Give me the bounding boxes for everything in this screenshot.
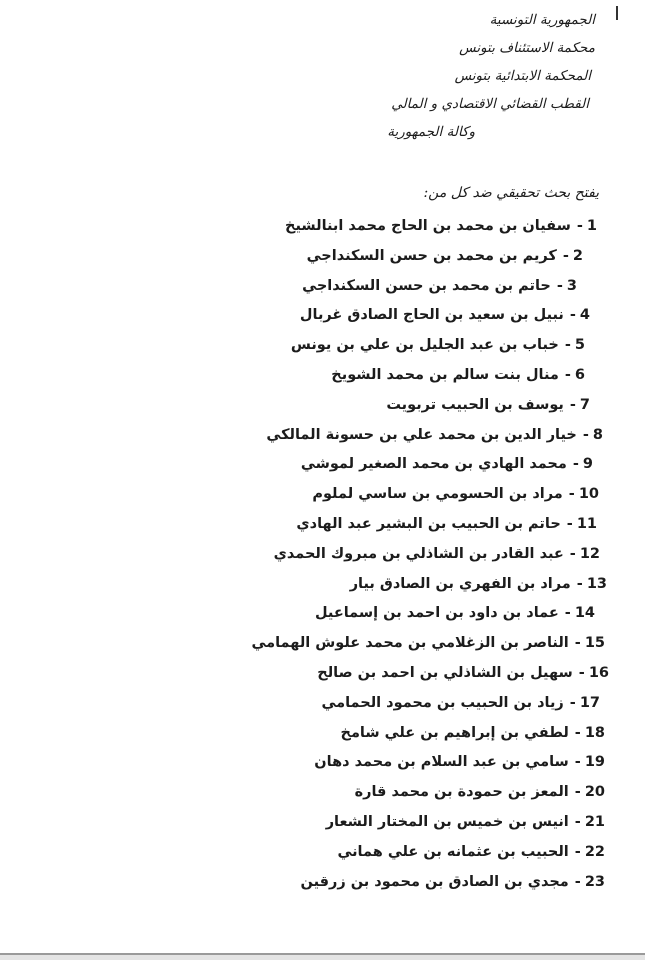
defendant-row bbox=[0, 361, 645, 391]
defendant-row bbox=[0, 659, 645, 689]
defendant-name: الحبيب بن عثمانه بن علي هماني bbox=[337, 843, 569, 860]
corner-mark bbox=[616, 6, 618, 20]
defendant-name: يوسف بن الحبيب تربويت bbox=[386, 396, 564, 413]
dash-separator: - bbox=[574, 813, 581, 830]
defendant-row bbox=[0, 480, 645, 510]
defendant-name: الناصر بن الزغلامي بن محمد علوش الهمامي bbox=[251, 635, 569, 652]
defendant-name: سهيل بن الشاذلي بن احمد بن صالح bbox=[317, 664, 573, 681]
header-first-instance-court: المحكمة الابتدائية بتونس bbox=[454, 68, 591, 84]
defendant-row bbox=[0, 719, 645, 749]
defendant-name: حاتم بن الحبيب بن البشير عبد الهادي bbox=[296, 515, 561, 532]
defendant-name: مراد بن الفهري بن الصادق بيار bbox=[349, 575, 571, 592]
defendant-name: كريم بن محمد بن حسن السكنداجي bbox=[306, 247, 557, 264]
defendant-number: 3 bbox=[566, 277, 577, 294]
defendant-number: 4 bbox=[579, 307, 590, 324]
defendant-number: 15 bbox=[584, 635, 605, 652]
header-appeal-court: محكمة الاستئناف بتونس bbox=[459, 40, 595, 56]
dash-separator: - bbox=[562, 247, 569, 264]
defendant-name: المعز بن حمودة بن محمد قارة bbox=[354, 784, 569, 801]
dash-separator: - bbox=[576, 575, 583, 592]
dash-separator: - bbox=[574, 724, 581, 741]
dash-separator: - bbox=[582, 426, 589, 443]
defendant-name: عماد بن داود بن احمد بن إسماعيل bbox=[314, 605, 559, 622]
dash-separator: - bbox=[569, 545, 576, 562]
defendant-number: 12 bbox=[579, 545, 600, 562]
dash-separator: - bbox=[569, 307, 576, 324]
dash-separator: - bbox=[574, 873, 581, 890]
defendant-number: 6 bbox=[574, 366, 585, 383]
dash-separator: - bbox=[574, 754, 581, 771]
defendant-name: سامي بن عبد السلام بن محمد دهان bbox=[314, 754, 569, 771]
defendant-name: مراد بن الحسومي بن ساسي لملوم bbox=[312, 486, 563, 503]
defendant-row bbox=[0, 331, 645, 361]
defendant-name: انيس بن خميس بن المختار الشعار bbox=[325, 813, 569, 830]
defendant-list bbox=[0, 212, 645, 897]
defendant-number: 11 bbox=[576, 515, 597, 532]
defendant-row bbox=[0, 748, 645, 778]
dash-separator: - bbox=[564, 337, 571, 354]
dash-separator: - bbox=[572, 456, 579, 473]
defendant-row bbox=[0, 510, 645, 540]
defendant-row bbox=[0, 272, 645, 302]
defendant-number: 5 bbox=[574, 337, 585, 354]
defendant-number: 18 bbox=[584, 724, 605, 741]
defendant-name: محمد الهادي بن محمد الصغير لموشي bbox=[300, 456, 567, 473]
defendant-name: لطفي بن إبراهيم بن علي شامخ bbox=[340, 724, 569, 741]
defendant-number: 2 bbox=[572, 247, 583, 264]
defendant-number: 16 bbox=[588, 664, 609, 681]
header-republic: الجمهورية التونسية bbox=[489, 12, 595, 28]
header-prosecution: وكالة الجمهورية bbox=[387, 124, 475, 140]
dash-separator: - bbox=[564, 366, 571, 383]
dash-separator: - bbox=[564, 605, 571, 622]
page-bottom-shade bbox=[0, 955, 645, 960]
defendant-name: خيار الدين بن محمد علي بن حسونة المالكي bbox=[266, 426, 577, 443]
header-judicial-pole: القطب القضائي الاقتصادي و المالي bbox=[391, 96, 589, 112]
defendant-number: 9 bbox=[582, 456, 593, 473]
defendant-number: 22 bbox=[584, 843, 605, 860]
defendant-name: حاتم بن محمد بن حسن السكنداجي bbox=[302, 277, 551, 294]
letterhead bbox=[335, 6, 595, 146]
dash-separator: - bbox=[569, 694, 576, 711]
defendant-number: 7 bbox=[579, 396, 590, 413]
defendant-name: زياد بن الحبيب بن محمود الحمامي bbox=[321, 694, 564, 711]
defendant-number: 21 bbox=[584, 813, 605, 830]
defendant-name: سفيان بن محمد بن الحاج محمد ابنالشيخ bbox=[285, 218, 571, 234]
defendant-name: نبيل بن سعيد بن الحاج الصادق غربال bbox=[299, 307, 564, 324]
defendant-row bbox=[0, 808, 645, 838]
defendant-row bbox=[0, 421, 645, 451]
defendant-row bbox=[0, 868, 645, 898]
defendant-name: منال بنت سالم بن محمد الشويخ bbox=[331, 366, 559, 383]
dash-separator: - bbox=[576, 218, 583, 234]
defendant-row bbox=[0, 778, 645, 808]
defendant-row bbox=[0, 391, 645, 421]
defendant-number: 19 bbox=[584, 754, 605, 771]
defendant-row bbox=[0, 242, 645, 272]
dash-separator: - bbox=[569, 396, 576, 413]
defendant-number: 17 bbox=[579, 694, 600, 711]
dash-separator: - bbox=[568, 486, 575, 503]
defendant-row bbox=[0, 629, 645, 659]
defendant-row bbox=[0, 599, 645, 629]
dash-separator: - bbox=[574, 784, 581, 801]
defendant-name: عبد القادر بن الشاذلي بن مبروك الحمدي bbox=[273, 545, 564, 562]
defendant-number: 23 bbox=[584, 873, 605, 890]
defendant-row bbox=[0, 450, 645, 480]
defendant-name: مجدي بن الصادق بن محمود بن زرقين bbox=[300, 873, 569, 890]
defendant-number: 14 bbox=[574, 605, 595, 622]
dash-separator: - bbox=[566, 515, 573, 532]
defendant-number: 13 bbox=[586, 575, 607, 592]
intro-line: يفتح بحث تحقيقي ضد كل من: bbox=[423, 185, 599, 201]
defendant-row bbox=[0, 838, 645, 868]
defendant-row bbox=[0, 540, 645, 570]
defendant-number: 10 bbox=[578, 486, 599, 503]
dash-separator: - bbox=[574, 635, 581, 652]
defendant-row bbox=[0, 212, 645, 242]
defendant-row bbox=[0, 301, 645, 331]
dash-separator: - bbox=[556, 277, 563, 294]
dash-separator: - bbox=[574, 843, 581, 860]
defendant-number: 8 bbox=[592, 426, 603, 443]
defendant-row bbox=[0, 570, 645, 600]
defendant-number: 1 bbox=[586, 218, 597, 234]
defendant-number: 20 bbox=[584, 784, 605, 801]
defendant-name: خباب بن عبد الجليل بن علي بن يونس bbox=[290, 337, 559, 354]
dash-separator: - bbox=[578, 664, 585, 681]
defendant-row bbox=[0, 689, 645, 719]
